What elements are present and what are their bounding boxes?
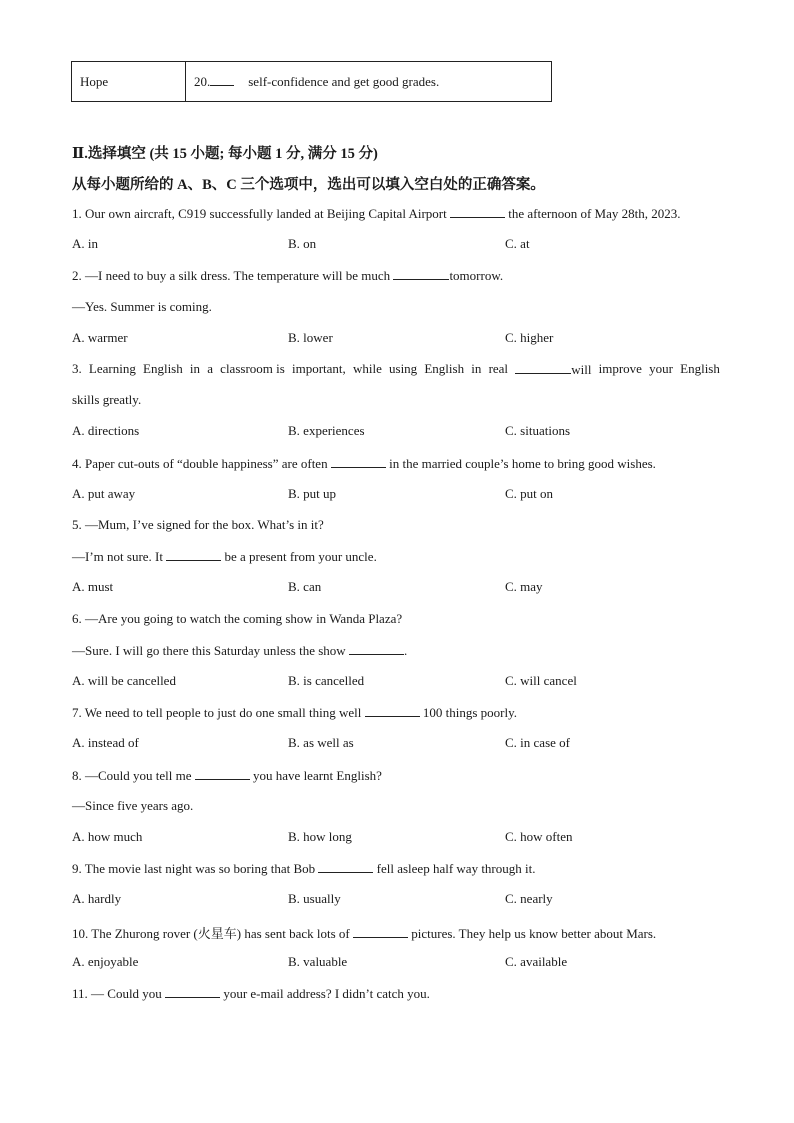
option-a[interactable]: A. enjoyable — [72, 954, 139, 969]
question-text: 8. —Could you tell me — [72, 768, 192, 783]
question-word: while — [352, 361, 382, 376]
table-content — [186, 62, 439, 101]
option-b[interactable]: B. valuable — [288, 954, 348, 969]
question-text: your e-mail address? I didn’t catch you. — [223, 986, 430, 1001]
question-8-reply: —Since five years ago. — [72, 798, 194, 813]
question-word: in — [471, 361, 482, 376]
answer-blank[interactable] — [365, 704, 420, 717]
question-word: in — [189, 361, 201, 376]
question-2 — [72, 267, 503, 284]
option-c[interactable]: C. nearly — [505, 891, 553, 906]
answer-blank[interactable] — [210, 72, 234, 86]
question-4 — [72, 455, 656, 472]
answer-blank[interactable] — [331, 455, 386, 468]
question-text: 100 things poorly. — [422, 705, 517, 720]
question-10 — [72, 923, 656, 942]
question-6-reply — [72, 642, 407, 659]
question-word: your — [649, 361, 673, 376]
table-label: Hope — [72, 62, 186, 101]
option-a[interactable]: A. put away — [72, 486, 136, 501]
section-instruction: 从每小题所给的 A、B、C 三个选项中，选出可以填入空白处的正确答案。 — [72, 177, 545, 193]
question-word: real — [488, 361, 509, 376]
option-b[interactable]: B. lower — [288, 330, 333, 345]
option-c[interactable]: C. situations — [505, 423, 571, 438]
question-text: 7. We need to tell people to just do one small thing well — [72, 705, 362, 720]
question-7 — [72, 704, 517, 721]
answer-blank[interactable] — [450, 205, 505, 218]
question-text: —I’m not sure. It — [72, 549, 163, 564]
option-c[interactable]: C. will cancel — [505, 673, 577, 688]
option-a[interactable]: A. how much — [72, 829, 143, 844]
option-a[interactable]: A. must — [72, 579, 114, 594]
question-1 — [72, 205, 680, 222]
question-5-reply — [72, 548, 377, 565]
option-c[interactable]: C. at — [505, 236, 530, 251]
question-word: Learning — [88, 361, 136, 376]
question-text: you have learnt English? — [253, 768, 382, 783]
question-6: 6. —Are you going to watch the coming show in Wanda Plaza? — [72, 611, 403, 626]
question-text: pictures. They help us know better about Mars. — [411, 926, 657, 941]
question-5: 5. —Mum, I’ve signed for the box. What’s in it? — [72, 517, 324, 532]
question-text: in the married couple’s home to bring good wishes. — [389, 456, 656, 471]
option-b[interactable]: B. can — [288, 579, 322, 594]
question-text: 2. —I need to buy a silk dress. The temperature will be much — [72, 268, 391, 283]
hope-table-row — [71, 61, 552, 102]
question-2-reply: —Yes. Summer is coming. — [72, 299, 212, 314]
question-9 — [72, 860, 535, 877]
question-3-continued: skills greatly. — [72, 392, 142, 407]
question-word: classroom is — [220, 361, 285, 376]
question-text: 11. — Could you — [72, 986, 162, 1001]
question-word: English — [143, 361, 183, 376]
answer-blank[interactable] — [393, 267, 449, 280]
option-a[interactable]: A. directions — [72, 423, 140, 438]
question-word: 3. — [72, 361, 82, 376]
table-text: self-confidence and get good grades. — [248, 74, 440, 89]
option-b[interactable]: B. put up — [288, 486, 337, 501]
question-word: improve — [598, 361, 642, 376]
question-word: English — [680, 361, 720, 376]
answer-blank[interactable] — [349, 642, 404, 655]
question-3 — [72, 361, 720, 378]
item-number: 20. — [194, 74, 211, 89]
option-b[interactable]: B. usually — [288, 891, 341, 906]
answer-blank[interactable] — [318, 860, 373, 873]
answer-blank[interactable] — [353, 925, 408, 938]
option-a[interactable]: A. will be cancelled — [72, 673, 176, 688]
question-word: using — [389, 361, 418, 376]
option-b[interactable]: B. as well as — [288, 735, 354, 750]
question-text: the afternoon of May 28th, 2023. — [508, 206, 681, 221]
option-c[interactable]: C. how often — [505, 829, 573, 844]
question-word: English — [424, 361, 465, 376]
answer-blank[interactable] — [166, 548, 221, 561]
answer-blank[interactable] — [165, 985, 220, 998]
question-11 — [72, 985, 430, 1002]
option-b[interactable]: B. on — [288, 236, 317, 251]
question-text: 10. The Zhurong rover (火星车) has sent back lots of — [72, 926, 350, 941]
question-text: be a present from your uncle. — [224, 549, 377, 564]
section-title: Ⅱ.选择填空 (共 15 小题; 每小题 1 分, 满分 15 分) — [72, 146, 378, 162]
question-text: 4. Paper cut-outs of “double happiness” are often — [72, 456, 328, 471]
question-text: —Sure. I will go there this Saturday unless the show — [72, 643, 346, 658]
option-c[interactable]: C. in case of — [505, 735, 570, 750]
answer-blank[interactable] — [195, 767, 250, 780]
question-word: will — [571, 362, 592, 377]
option-c[interactable]: C. higher — [505, 330, 554, 345]
question-text: . — [403, 643, 408, 658]
question-8 — [72, 767, 382, 784]
question-text: fell asleep half way through it. — [376, 861, 536, 876]
question-text: 1. Our own aircraft, C919 successfully landed at Beijing Capital Airport — [72, 206, 447, 221]
option-c[interactable]: C. may — [505, 579, 543, 594]
option-a[interactable]: A. instead of — [72, 735, 139, 750]
option-a[interactable]: A. hardly — [72, 891, 122, 906]
question-text: 9. The movie last night was so boring that Bob — [72, 861, 316, 876]
option-b[interactable]: B. how long — [288, 829, 352, 844]
option-c[interactable]: C. available — [505, 954, 568, 969]
question-text: tomorrow. — [449, 268, 504, 283]
option-a[interactable]: A. warmer — [72, 330, 128, 345]
option-b[interactable]: B. is cancelled — [288, 673, 365, 688]
option-c[interactable]: C. put on — [505, 486, 554, 501]
question-word: a — [207, 361, 213, 376]
question-word: important, — [291, 361, 346, 376]
option-a[interactable]: A. in — [72, 236, 98, 251]
option-b[interactable]: B. experiences — [288, 423, 365, 438]
answer-blank[interactable] — [515, 361, 571, 374]
